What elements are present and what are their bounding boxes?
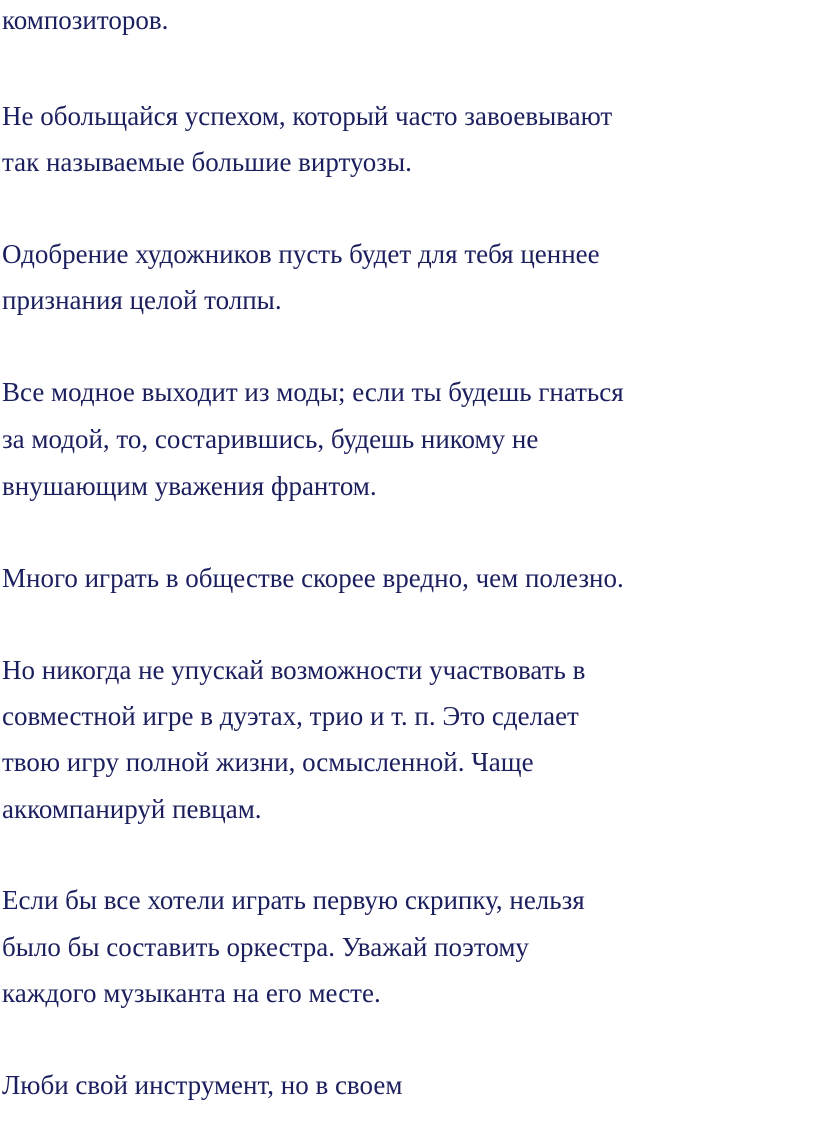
text-line: внушающим уважения франтом. (2, 471, 377, 501)
text-line: композиторов. (2, 5, 169, 35)
text-line: Не обольщайся успехом, который часто завоевывают (2, 101, 613, 131)
text-line: так называемые большие виртуозы. (2, 147, 412, 177)
text-line: Но никогда не упускай возможности участвовать в (2, 655, 586, 685)
text-line: твою игру полной жизни, осмысленной. Чаще (2, 747, 534, 777)
text-line: каждого музыканта на его месте. (2, 978, 381, 1008)
text-line: Одобрение художников пусть будет для тебя ценнее (2, 239, 600, 269)
text-line: за модой, то, состарившись, будешь никому не (2, 424, 539, 454)
text-line: было бы составить оркестра. Уважай поэтому (2, 932, 529, 962)
text-line: Много играть в обществе скорее вредно, чем полезно. (2, 563, 624, 593)
text-line: Если бы все хотели играть первую скрипку, нельзя (2, 885, 585, 915)
text-line: аккомпанируй певцам. (2, 794, 262, 824)
text-line: признания целой толпы. (2, 285, 282, 315)
text-line: совместной игре в дуэтах, трио и т. п. Это сделает (2, 701, 579, 731)
text-line: Люби свой инструмент, но в своем (2, 1070, 403, 1100)
text-line: Все модное выходит из моды; если ты будешь гнаться (2, 377, 624, 407)
